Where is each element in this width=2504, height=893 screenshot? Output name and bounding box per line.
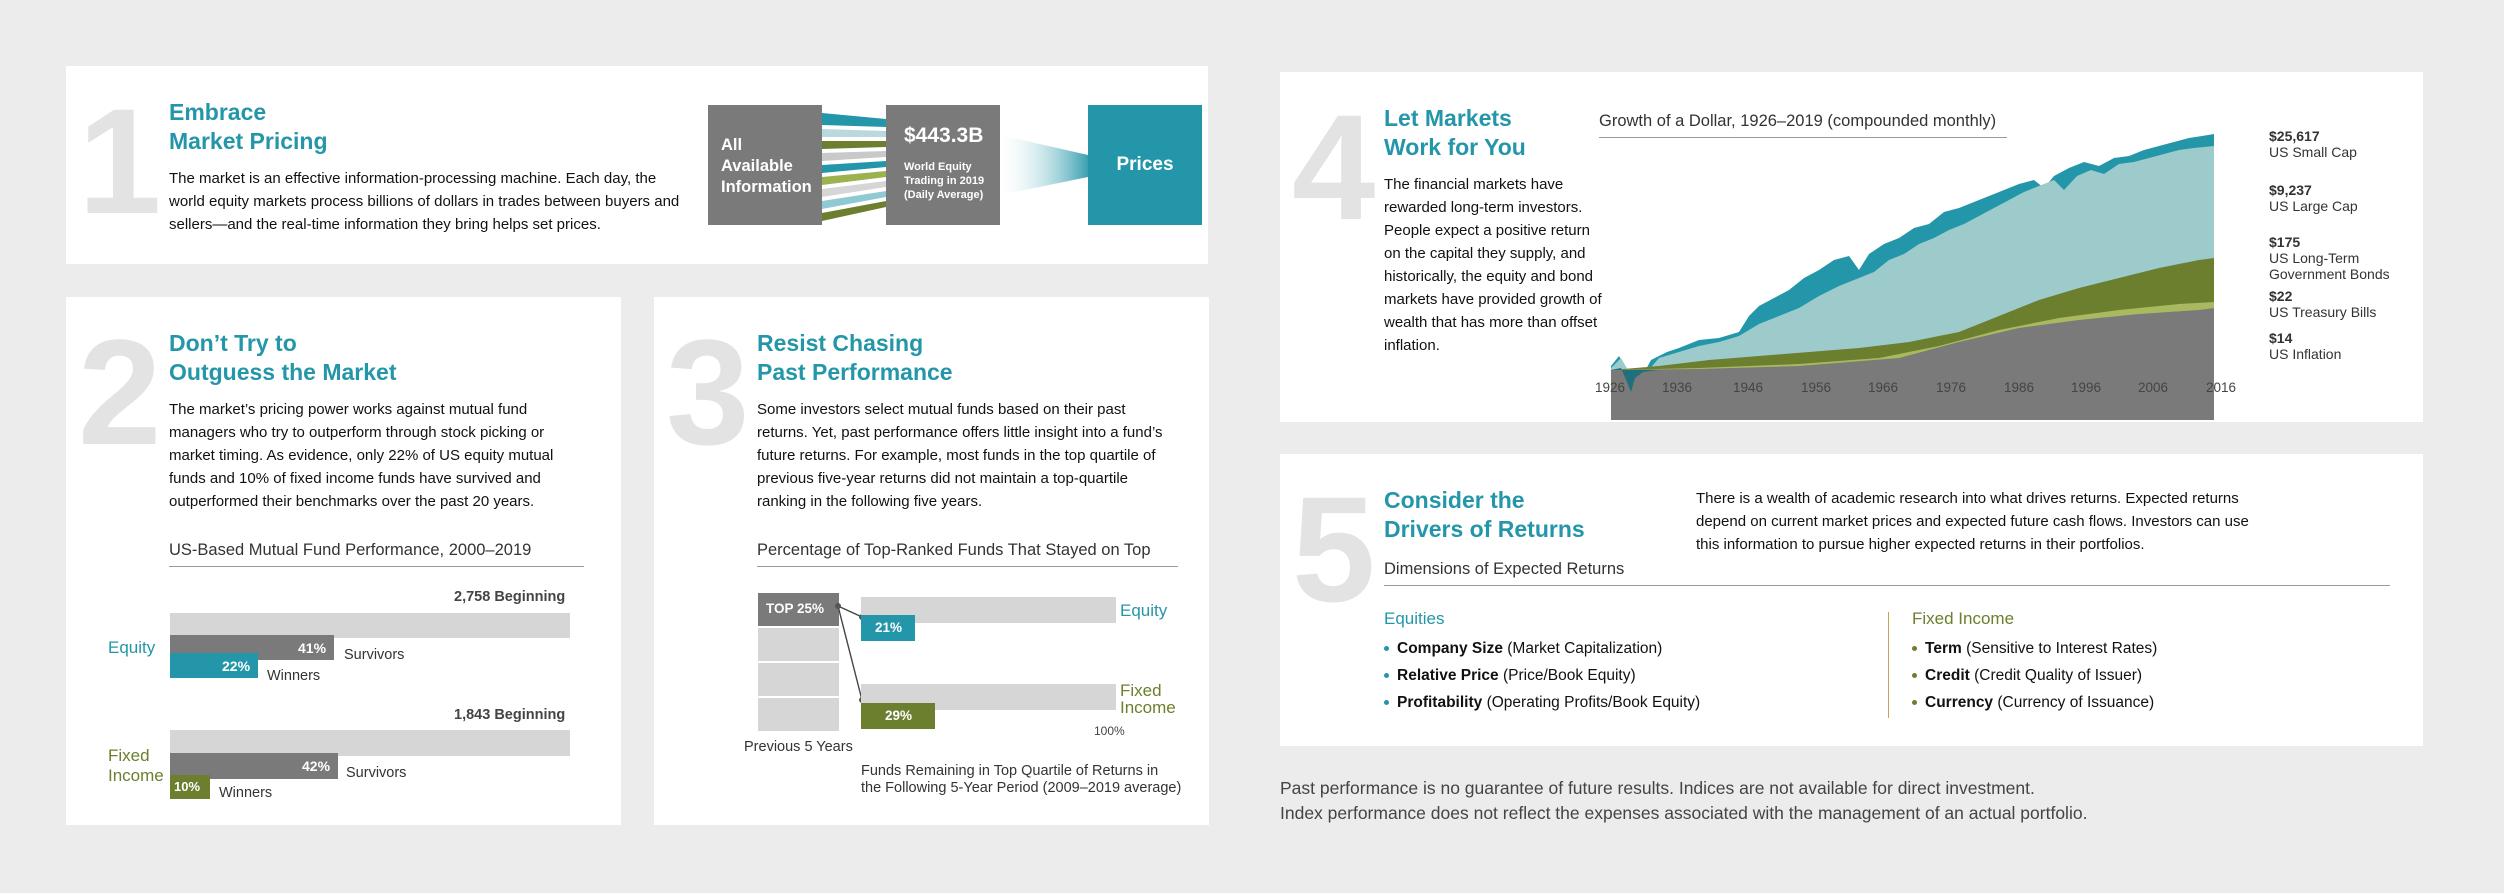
info-stripes-graphic	[822, 105, 886, 225]
driver-name: Company Size	[1397, 640, 1503, 657]
amount-value: $443.3B	[904, 124, 984, 147]
x-tick: 1986	[2004, 380, 2035, 395]
bullet-icon	[1384, 673, 1389, 678]
title-line: Embrace	[169, 99, 267, 125]
driver-name: Profitability	[1397, 694, 1483, 711]
title-line: Past Performance	[757, 359, 953, 385]
fixed-driver-item	[1912, 667, 2142, 685]
driver-name: Relative Price	[1397, 667, 1499, 684]
previous-label: Previous 5 Years	[744, 739, 853, 755]
chart-title: Percentage of Top-Ranked Funds That Stayed on Top	[757, 541, 1178, 567]
panel-number: 4	[1292, 83, 1376, 251]
driver-detail: (Market Capitalization)	[1502, 640, 1663, 657]
funnel-graphic	[1000, 105, 1088, 225]
caption-line: Funds Remaining in Top Quartile of Returns in	[861, 763, 1159, 779]
growth-chart	[1599, 120, 2259, 420]
end-value: $175	[2269, 234, 2301, 250]
end-value: $9,237	[2269, 182, 2312, 198]
end-label-small-cap	[2269, 128, 2357, 160]
bullet-icon	[1384, 646, 1389, 651]
fixed-label-line: Fixed	[108, 746, 150, 765]
panel-title	[169, 98, 328, 156]
dimensions-subhead: Dimensions of Expected Returns	[1384, 560, 2390, 586]
x-tick: 1976	[1936, 380, 1967, 395]
end-name: US Long-Term	[2269, 250, 2360, 266]
end-value: $25,617	[2269, 128, 2320, 144]
quartile-box	[758, 628, 839, 661]
quartile-box	[758, 663, 839, 696]
end-name: US Treasury Bills	[2269, 304, 2377, 320]
fixed-driver-item	[1912, 640, 2157, 658]
fixed-survivors-pct: 42%	[302, 758, 331, 774]
x-tick: 2016	[2206, 380, 2237, 395]
fixed-stayed-pct: 29%	[885, 708, 913, 723]
equity-winners-label: Winners	[267, 668, 321, 684]
end-name: US Small Cap	[2269, 144, 2357, 160]
equity-driver-item	[1384, 640, 1662, 658]
title-line: Don’t Try to	[169, 330, 297, 356]
fixed-winners-pct: 10%	[174, 779, 201, 794]
end-label-inflation	[2269, 330, 2341, 362]
caption-line: the Following 5-Year Period (2009–2019 average)	[861, 780, 1182, 796]
fixed-survivors-label: Survivors	[346, 765, 407, 781]
end-name: US Large Cap	[2269, 198, 2358, 214]
panel-title	[1384, 104, 1526, 162]
fixed-label-line: Income	[1120, 698, 1176, 717]
end-label-t-bills	[2269, 288, 2376, 320]
panel-body: Some investors select mutual funds based on their past returns. Yet, past performance offers little insight into a fund’s future returns. For example, most funds in the top quartile of previous five-year returns did not maintain a top-quartile ranking in the following five years.	[757, 401, 1163, 510]
bullet-icon	[1912, 673, 1917, 678]
fixed-label-line: Fixed	[1120, 681, 1162, 700]
bullet-icon	[1384, 700, 1389, 705]
bullet-icon	[1912, 646, 1917, 651]
panel-body: The market is an effective information-processing machine. Each day, the world equity markets process billions of dollars in trades between buyers and sellers—and the real-time information they bring helps set prices.	[169, 170, 680, 233]
equities-heading: Equities	[1384, 609, 1445, 628]
panel-body: The market’s pricing power works against mutual fund managers who try to outperform through stock picking or market timing. As evidence, only 22% of US equity mutual funds and 10% of fixed income funds have survived and outperformed their benchmarks over the past 20 years.	[169, 401, 554, 510]
x-tick: 2006	[2138, 380, 2169, 395]
panel-let-markets-work	[1280, 72, 2423, 422]
title-line: Let Markets	[1384, 105, 1512, 131]
end-name: US Inflation	[2269, 346, 2342, 362]
panel-title	[757, 329, 953, 387]
equity-winners-pct: 22%	[222, 658, 251, 674]
end-value: $14	[2269, 330, 2293, 346]
fixed-driver-item	[1912, 694, 2154, 712]
driver-name: Currency	[1925, 694, 1994, 711]
fixed-label-line: Income	[108, 766, 164, 785]
end-label-lt-gov-bonds	[2269, 234, 2390, 282]
title-line: Consider the	[1384, 487, 1525, 513]
equity-driver-item	[1384, 694, 1700, 712]
title-line: Resist Chasing	[757, 330, 924, 356]
x-tick: 1996	[2071, 380, 2102, 395]
end-name: Government Bonds	[2269, 266, 2390, 282]
title-line: Outguess the Market	[169, 359, 397, 385]
driver-name: Term	[1925, 640, 1962, 657]
panel-body: The financial markets have rewarded long-term investors. People expect a positive return on the capital they supply, and historically, the equity and bond markets have provided growth of wealth that has more than offset inflation.	[1384, 176, 1602, 354]
title-line: Drivers of Returns	[1384, 516, 1585, 542]
x-tick: 1966	[1868, 380, 1899, 395]
chart-title: US-Based Mutual Fund Performance, 2000–2019	[169, 541, 584, 567]
footnote-line: Past performance is no guarantee of future results. Indices are not available for direct investment.	[1280, 778, 2035, 798]
driver-detail: (Operating Profits/Book Equity)	[1482, 694, 1701, 711]
x-tick: 1946	[1733, 380, 1764, 395]
fixed-label	[1120, 682, 1176, 716]
chart-title: Growth of a Dollar, 1926–2019 (compounded monthly)	[1599, 112, 2007, 138]
panel-resist-chasing	[654, 297, 1209, 825]
panel-number: 3	[666, 308, 750, 476]
disclaimer-footnote	[1280, 776, 2087, 826]
column-divider	[1888, 612, 1889, 718]
panel-number: 1	[78, 77, 162, 245]
equity-survivors-label: Survivors	[344, 647, 405, 663]
fixed-winners-label: Winners	[219, 785, 273, 801]
fixed-beginning-label: 1,843 Beginning	[454, 707, 566, 723]
title-line: Work for You	[1384, 134, 1526, 160]
fixed-income-heading: Fixed Income	[1912, 609, 2015, 628]
top-quartile-label: TOP 25%	[766, 601, 825, 616]
panel-number: 5	[1292, 465, 1376, 633]
hundred-label: 100%	[1094, 724, 1125, 738]
end-value: $22	[2269, 288, 2293, 304]
equity-label: Equity	[108, 638, 156, 657]
x-tick: 1956	[1801, 380, 1832, 395]
panel-body: There is a wealth of academic research into what drives returns. Expected returns depend on current market prices and expected future cash flows. Investors can use this information to pursue higher expected returns in their portfolios.	[1696, 490, 2249, 553]
quartile-box	[758, 698, 839, 731]
footnote-line: Index performance does not reflect the expenses associated with the management of an actual portfolio.	[1280, 803, 2088, 823]
x-tick: 1936	[1662, 380, 1693, 395]
panel-number: 2	[78, 308, 162, 476]
equity-stayed-pct: 21%	[875, 620, 903, 635]
driver-name: Credit	[1925, 667, 1970, 684]
equity-survivors-pct: 41%	[298, 640, 327, 656]
info-box-label: All Available Information	[721, 136, 812, 196]
driver-detail: (Price/Book Equity)	[1498, 667, 1636, 684]
amount-caption: World Equity Trading in 2019 (Daily Average)	[904, 161, 985, 201]
driver-detail: (Sensitive to Interest Rates)	[1961, 640, 2158, 657]
panel-outguess-market	[66, 297, 621, 825]
end-label-large-cap	[2269, 182, 2358, 214]
equity-driver-item	[1384, 667, 1636, 685]
driver-detail: (Currency of Issuance)	[1993, 694, 2155, 711]
title-line: Market Pricing	[169, 128, 328, 154]
chart-caption	[861, 763, 1181, 797]
prices-label: Prices	[1116, 154, 1174, 175]
x-tick: 1926	[1595, 380, 1626, 395]
panel-title	[169, 329, 397, 387]
fixed-label	[108, 746, 164, 786]
equity-label: Equity	[1120, 601, 1168, 620]
driver-detail: (Credit Quality of Issuer)	[1969, 667, 2143, 684]
panel-title	[1384, 486, 1585, 544]
panel-drivers-of-returns	[1280, 454, 2423, 746]
equity-beginning-label: 2,758 Beginning	[454, 589, 566, 605]
panel-embrace-market-pricing	[66, 66, 1208, 264]
bullet-icon	[1912, 700, 1917, 705]
